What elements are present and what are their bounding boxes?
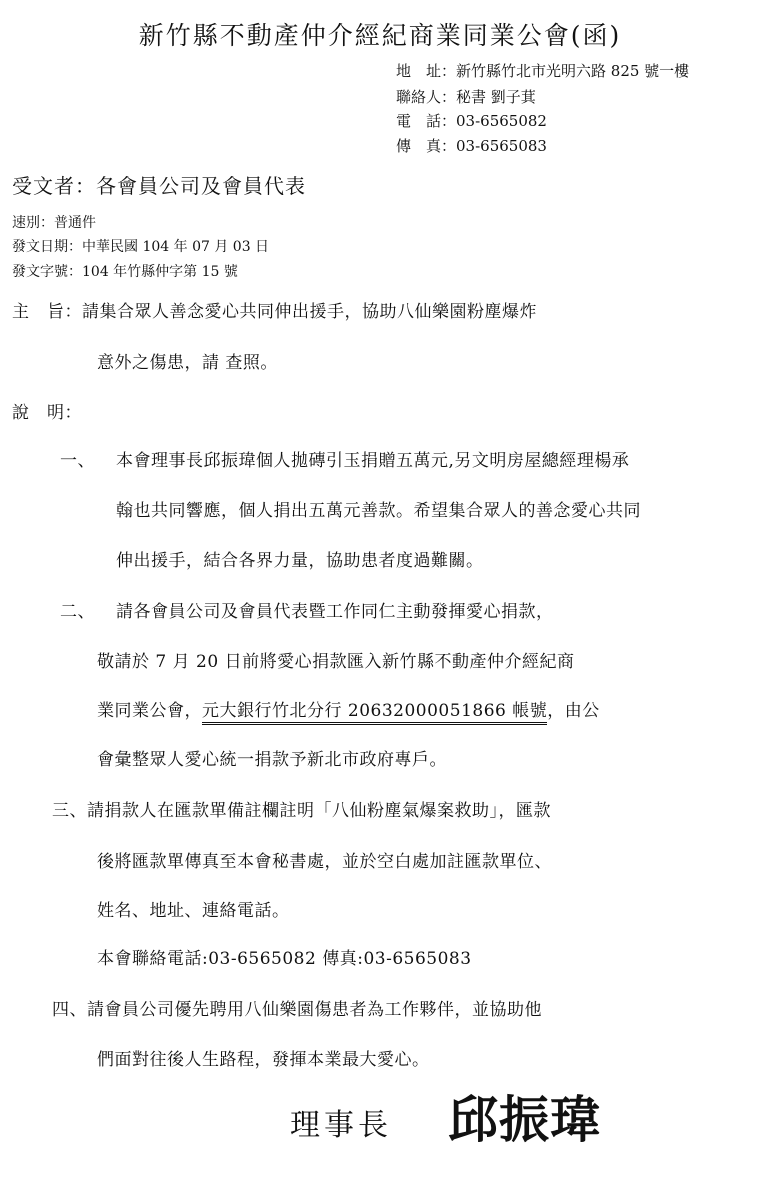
item1-line-1: 本會理事長邱振瑋個人拋磚引玉捐贈五萬元,另文明房屋總經理楊承 [116,451,630,471]
item1-line-2: 翰也共同響應，個人捐出五萬元善款。希望集合眾人的善念愛心共同 [116,501,641,521]
date-line: 發文日期：中華民國 104 年 07 月 03 日 [12,239,270,255]
explanation-label: 說 明： [12,403,82,423]
speed-line: 速別：普通件 [12,215,96,231]
signature-name: 邱振瑋 [448,1091,601,1149]
address-line: 地 址：新竹縣竹北市光明六路 825 號一樓 [396,62,690,80]
subject-line-2: 意外之傷患，請 查照。 [97,353,278,373]
item4-line-1: 四、請會員公司優先聘用八仙樂園傷患者為工作夥伴，並協助他 [52,1000,542,1020]
item2-line-3 [97,696,600,721]
contact-person-line: 聯絡人：秘書 劉子萁 [396,88,536,106]
signature-title: 理事長 [290,1108,392,1143]
item2-line-3-pre: 業同業公會， [97,701,202,721]
doc-number-line: 發文字號：104 年竹縣仲字第 15 號 [12,264,238,280]
item4-line-2: 們面對往後人生路程，發揮本業最大愛心。 [97,1050,430,1070]
item2-line-3-post: ，由公 [547,701,600,721]
document-title: 新竹縣不動產仲介經紀商業同業公會(函) [138,21,622,50]
item1-line-3: 伸出援手，結合各界力量，協助患者度過難關。 [116,551,484,571]
item2-line-2: 敬請於 7 月 20 日前將愛心捐款匯入新竹縣不動產仲介經紀商 [97,652,575,672]
item1-marker: 一、 [60,451,95,471]
item2-marker: 二、 [60,602,95,622]
item2-line-4: 會彙整眾人愛心統一捐款予新北市政府專戶。 [97,750,447,770]
item3-line-2: 後將匯款單傳真至本會秘書處，並於空白處加註匯款單位、 [97,852,552,872]
phone-line: 電 話：03-6565082 [396,112,547,130]
fax-line: 傳 真：03-6565083 [396,137,547,155]
item3-line-4: 本會聯絡電話:03-6565082 傳真:03-6565083 [97,949,472,969]
item3-line-3: 姓名、地址、連絡電話。 [97,901,290,921]
item2-line-1: 請各會員公司及會員代表暨工作同仁主動發揮愛心捐款， [116,602,554,622]
subject-line-1: 主 旨：請集合眾人善念愛心共同伸出援手，協助八仙樂園粉塵爆炸 [12,302,537,322]
bank-account-underlined: 元大銀行竹北分行 20632000051866 帳號 [202,701,547,725]
recipient-line: 受文者：各會員公司及會員代表 [12,174,306,198]
item3-line-1: 三、請捐款人在匯款單備註欄註明「八仙粉塵氣爆案救助」，匯款 [52,801,551,821]
